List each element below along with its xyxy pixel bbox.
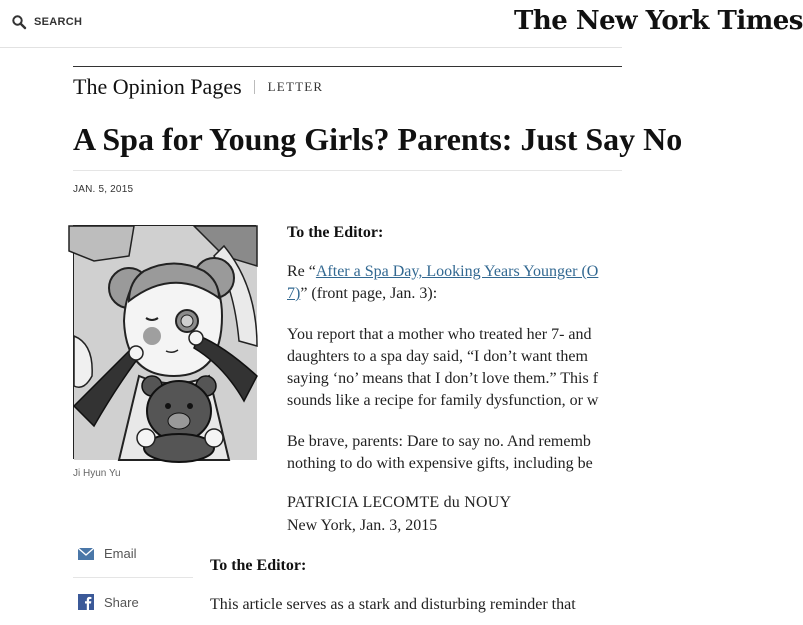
section-kicker: LETTER: [267, 79, 324, 94]
site-logo[interactable]: The New York Times: [514, 6, 803, 36]
section-separator: [254, 80, 255, 94]
logo-clip: [0, 0, 803, 48]
letter1-p1-line: You report that a mother who treated her 7- and: [287, 326, 592, 343]
letter1-p2-line: Be brave, parents: Dare to say no. And rememb: [287, 433, 591, 450]
letter1-signature-name: PATRICIA LECOMTE du NOUY: [287, 494, 512, 511]
letter1-re-line-2: [287, 283, 437, 305]
re-suffix: ” (front page, Jan. 3):: [300, 285, 438, 302]
facebook-share-button[interactable]: [78, 594, 139, 610]
top-bar: [0, 0, 803, 48]
re-prefix: Re “: [287, 263, 316, 280]
letter1-re-line: [287, 261, 598, 283]
letter2-p1-line: This article serves as a stark and disturbing reminder that: [210, 596, 576, 613]
letter1-salutation: To the Editor:: [287, 224, 384, 241]
letter1-signature-place: New York, Jan. 3, 2015: [287, 517, 438, 534]
letter2-salutation: To the Editor:: [210, 557, 307, 574]
article-link-continued[interactable]: 7): [287, 285, 301, 302]
letter1-p1-line: sounds like a recipe for family dysfunction, or w: [287, 392, 599, 409]
share-divider: [73, 577, 193, 578]
email-share-button[interactable]: [78, 546, 137, 561]
headline-divider: [73, 170, 622, 171]
envelope-icon: [78, 548, 94, 560]
image-credit: Ji Hyun Yu: [73, 468, 121, 479]
section-header: [73, 74, 323, 100]
letter1-p2-line: nothing to do with expensive gifts, including be: [287, 455, 593, 472]
email-label: Email: [104, 546, 137, 561]
facebook-label: Share: [104, 594, 139, 610]
section-title[interactable]: The Opinion Pages: [73, 74, 242, 99]
article-date: JAN. 5, 2015: [73, 184, 134, 195]
search-label: SEARCH: [34, 16, 83, 28]
letter1-p1-line: daughters to a spa day said, “I don’t want them: [287, 348, 588, 365]
headline-container: [73, 116, 683, 162]
article-headline: A Spa for Young Girls? Parents: Just Say No: [73, 121, 683, 157]
letter1-p1-line: saying ‘no’ means that I don’t love them.” This f: [287, 370, 599, 387]
article-illustration: [73, 225, 256, 459]
facebook-icon: [78, 594, 94, 610]
article-link[interactable]: After a Spa Day, Looking Years Younger (O: [315, 263, 599, 280]
section-rule: [73, 66, 622, 67]
spa-girl-illustration: [74, 226, 257, 460]
